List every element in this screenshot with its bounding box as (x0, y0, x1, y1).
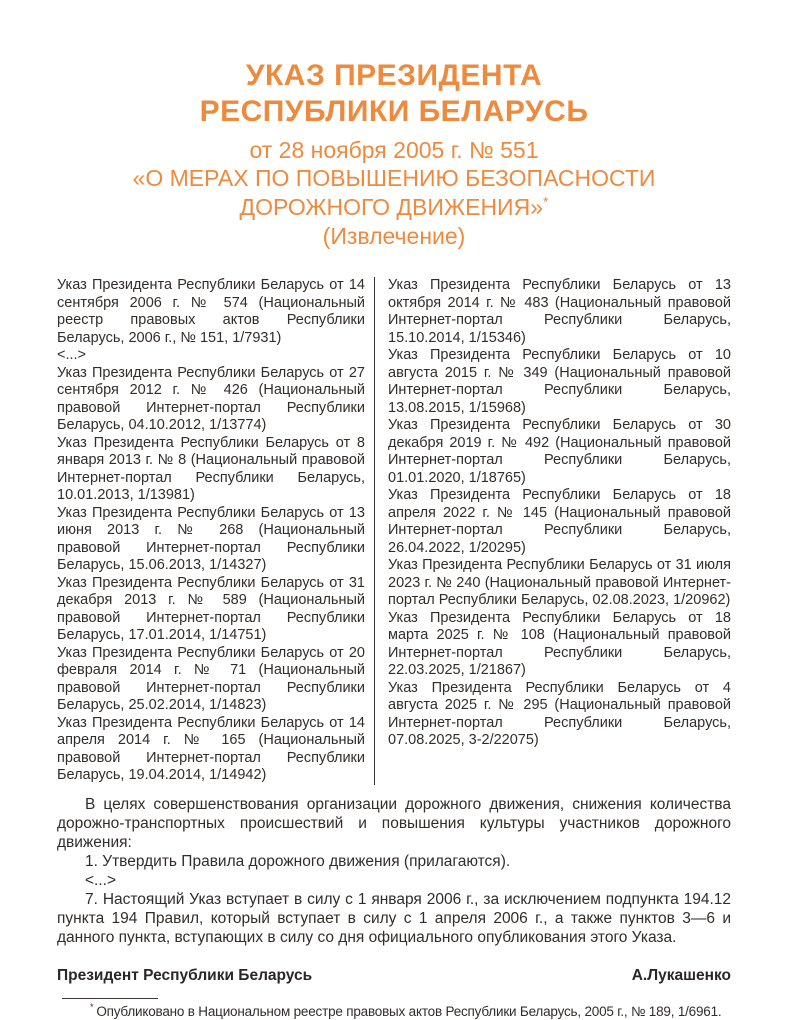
omission-marker: <...> (57, 347, 87, 363)
footnote (57, 1003, 731, 1020)
body-paragraph: 7. Настоящий Указ вступает в силу с 1 января 2006 г., за исключением подпункта 194.12 пункта 194 Правил, который вступает в силу с 1 апреля 2006 г., а также пунктов 3—6 и данного пункта, вступающих в силу со дня официального опубликования этого Указа. (57, 890, 731, 946)
footnote-rule (62, 998, 158, 999)
amendment-entry: Указ Президента Республики Беларусь от 14 апреля 2014 г. № 165 (Национальный правовой Интернет-портал Республики Беларусь, 19.04.2014, 1/14942) (57, 714, 365, 783)
amendments-column-right (375, 277, 731, 785)
amendments-section (57, 277, 731, 785)
decree-subject (114, 164, 674, 222)
amendment-entry: Указ Президента Республики Беларусь от 31 декабря 2013 г. № 589 (Национальный правовой Интернет-портал Республики Беларусь, 17.01.2014, 1/14751) (57, 574, 365, 643)
decree-title-block (57, 58, 731, 251)
amendment-entry: Указ Президента Республики Беларусь от 18 марта 2025 г. № 108 (Национальный правовой Интернет-портал Республики Беларусь, 22.03.2025, 1/21867) (388, 609, 731, 678)
signatory-title: Президент Республики Беларусь (57, 966, 313, 984)
amendments-column-left (57, 277, 374, 785)
omission-marker: <...> (85, 871, 117, 889)
signatory-name: А.Лукашенко (631, 966, 731, 984)
decree-subject-text: «О МЕРАХ ПО ПОВЫШЕНИЮ БЕЗОПАСНОСТИ ДОРОЖНОГО ДВИЖЕНИЯ» (132, 165, 656, 220)
amendment-entry: Указ Президента Республики Беларусь от 14 сентября 2006 г. № 574 (Национальный реестр правовых актов Республики Беларусь, 2006 г., № 151, 1/7931) (57, 277, 365, 346)
amendment-entry: Указ Президента Республики Беларусь от 20 февраля 2014 г. № 71 (Национальный правовой Интернет-портал Республики Беларусь, 25.02.2014, 1/14823) (57, 644, 365, 713)
decree-title-line2: РЕСПУБЛИКИ БЕЛАРУСЬ (199, 95, 589, 128)
footnote-text: Опубликовано в Национальном реестре правовых актов Республики Беларусь, 2005 г., № 189, 1/6961. (96, 1003, 722, 1019)
subject-footnote-marker: * (542, 193, 549, 210)
body-paragraph: 1. Утвердить Правила дорожного движения (прилагаются). (85, 852, 511, 870)
body-paragraph: В целях совершенствования организации дорожного движения, снижения количества дорожно-транспортных происшествий и повышения культуры участников дорожного движения: (57, 795, 731, 851)
amendment-entry: Указ Президента Республики Беларусь от 18 апреля 2022 г. № 145 (Национальный правовой Интернет-портал Республики Беларусь, 26.04.2022, 1/20295) (388, 487, 731, 556)
decree-extract-label: (Извлечение) (322, 223, 466, 249)
signature-row (57, 967, 731, 985)
amendment-entry: Указ Президента Республики Беларусь от 4 августа 2025 г. № 295 (Национальный правовой Интернет-портал Республики Беларусь, 07.08.2025, 3-2/22075) (388, 679, 731, 748)
decree-body (57, 795, 731, 947)
amendment-entry: Указ Президента Республики Беларусь от 8 января 2013 г. № 8 (Национальный правовой Интернет-портал Республики Беларусь, 10.01.2013, 1/13981) (57, 434, 365, 503)
amendment-entry: Указ Президента Республики Беларусь от 13 июня 2013 г. № 268 (Национальный правовой Интернет-портал Республики Беларусь, 15.06.2013, 1/14327) (57, 504, 365, 573)
amendment-entry: Указ Президента Республики Беларусь от 10 августа 2015 г. № 349 (Национальный правовой Интернет-портал Республики Беларусь, 13.08.2015, 1/15968) (388, 347, 731, 416)
amendment-entry: Указ Президента Республики Беларусь от 13 октября 2014 г. № 483 (Национальный правовой Интернет-портал Республики Беларусь, 15.10.2014, 1/15346) (388, 277, 731, 346)
decree-title-line1: УКАЗ ПРЕЗИДЕНТА (245, 59, 543, 92)
amendment-entry: Указ Президента Республики Беларусь от 31 июля 2023 г. № 240 (Национальный правовой Интернет-портал Республики Беларусь, 02.08.2023, 1/20962) (388, 557, 731, 608)
amendment-entry: Указ Президента Республики Беларусь от 30 декабря 2019 г. № 492 (Национальный правовой Интернет-портал Республики Беларусь, 01.01.2020, 1/18765) (388, 417, 731, 486)
amendment-entry: Указ Президента Республики Беларусь от 27 сентября 2012 г. № 426 (Национальный правовой Интернет-портал Республики Беларусь, 04.10.2012, 1/13774) (57, 364, 365, 433)
decree-date-line: от 28 ноября 2005 г. № 551 (249, 137, 539, 163)
footnote-marker: * (90, 1002, 94, 1012)
